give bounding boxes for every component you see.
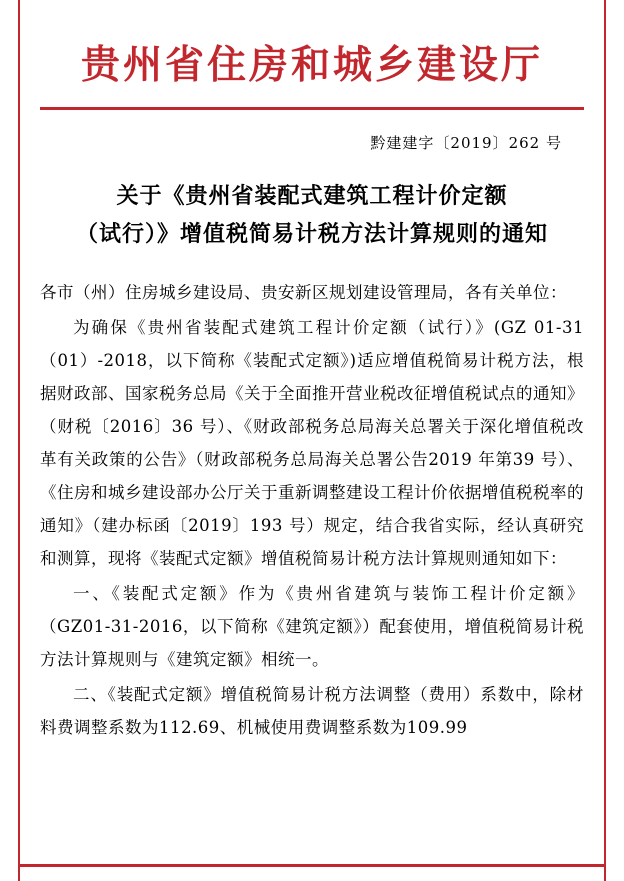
document-content bbox=[40, 0, 584, 881]
document-title bbox=[40, 177, 584, 254]
paragraph-item-2: 二、《装配式定额》增值税简易计税方法调整（费用）系数中，除材料费调整系数为112.69、机械使用费调整系数为109.99 bbox=[40, 684, 584, 737]
masthead bbox=[40, 0, 584, 87]
masthead-divider bbox=[40, 107, 584, 110]
left-red-rule bbox=[18, 0, 20, 881]
paragraph-addressee: 各市（州）住房城乡建设局、贵安新区规划建设管理局，各有关单位： bbox=[40, 282, 567, 302]
paragraph-item-1: 一、《装配式定额》作为《贵州省建筑与装饰工程计价定额》（GZ01-31-2016，以下简称《建筑定额》）配套使用，增值税简易计税方法计算规则与《建筑定额》相统一。 bbox=[40, 583, 584, 669]
right-red-rule bbox=[604, 0, 606, 881]
document-title-line-2: （试行）》增值税简易计税方法计算规则的通知 bbox=[75, 221, 548, 248]
bottom-red-rule bbox=[18, 864, 606, 867]
document-number: 黔建建字〔2019〕262 号 bbox=[370, 133, 562, 152]
paragraph-preamble: 为确保《贵州省装配式建筑工程计价定额（试行）》(GZ 01-31（01）-2018，以下简称《装配式定额》)适应增值税简易计税方法，根据财政部、国家税务总局《关于全面推开营业税改征增值税试点的通知》（财税〔2016〕36 号）、《财政部税务总局海关总署关于深化增值税改革有关政策的公告》（财政部税务总局海关总署公告2019 年第39 号）、《住房和城乡建设部办公厅关于重新调整建设工程计价依据增值税税率的通知》（建办标函〔2019〕193 号）规定，结合我省实际，经认真研究和测算，现将《装配式定额》增值税简易计税方法计算规则通知如下： bbox=[40, 317, 584, 568]
issuing-organization: 贵州省住房和城乡建设厅 bbox=[80, 42, 543, 88]
document-title-line-1: 关于《贵州省装配式建筑工程计价定额 bbox=[116, 182, 508, 209]
document-body bbox=[40, 276, 584, 744]
